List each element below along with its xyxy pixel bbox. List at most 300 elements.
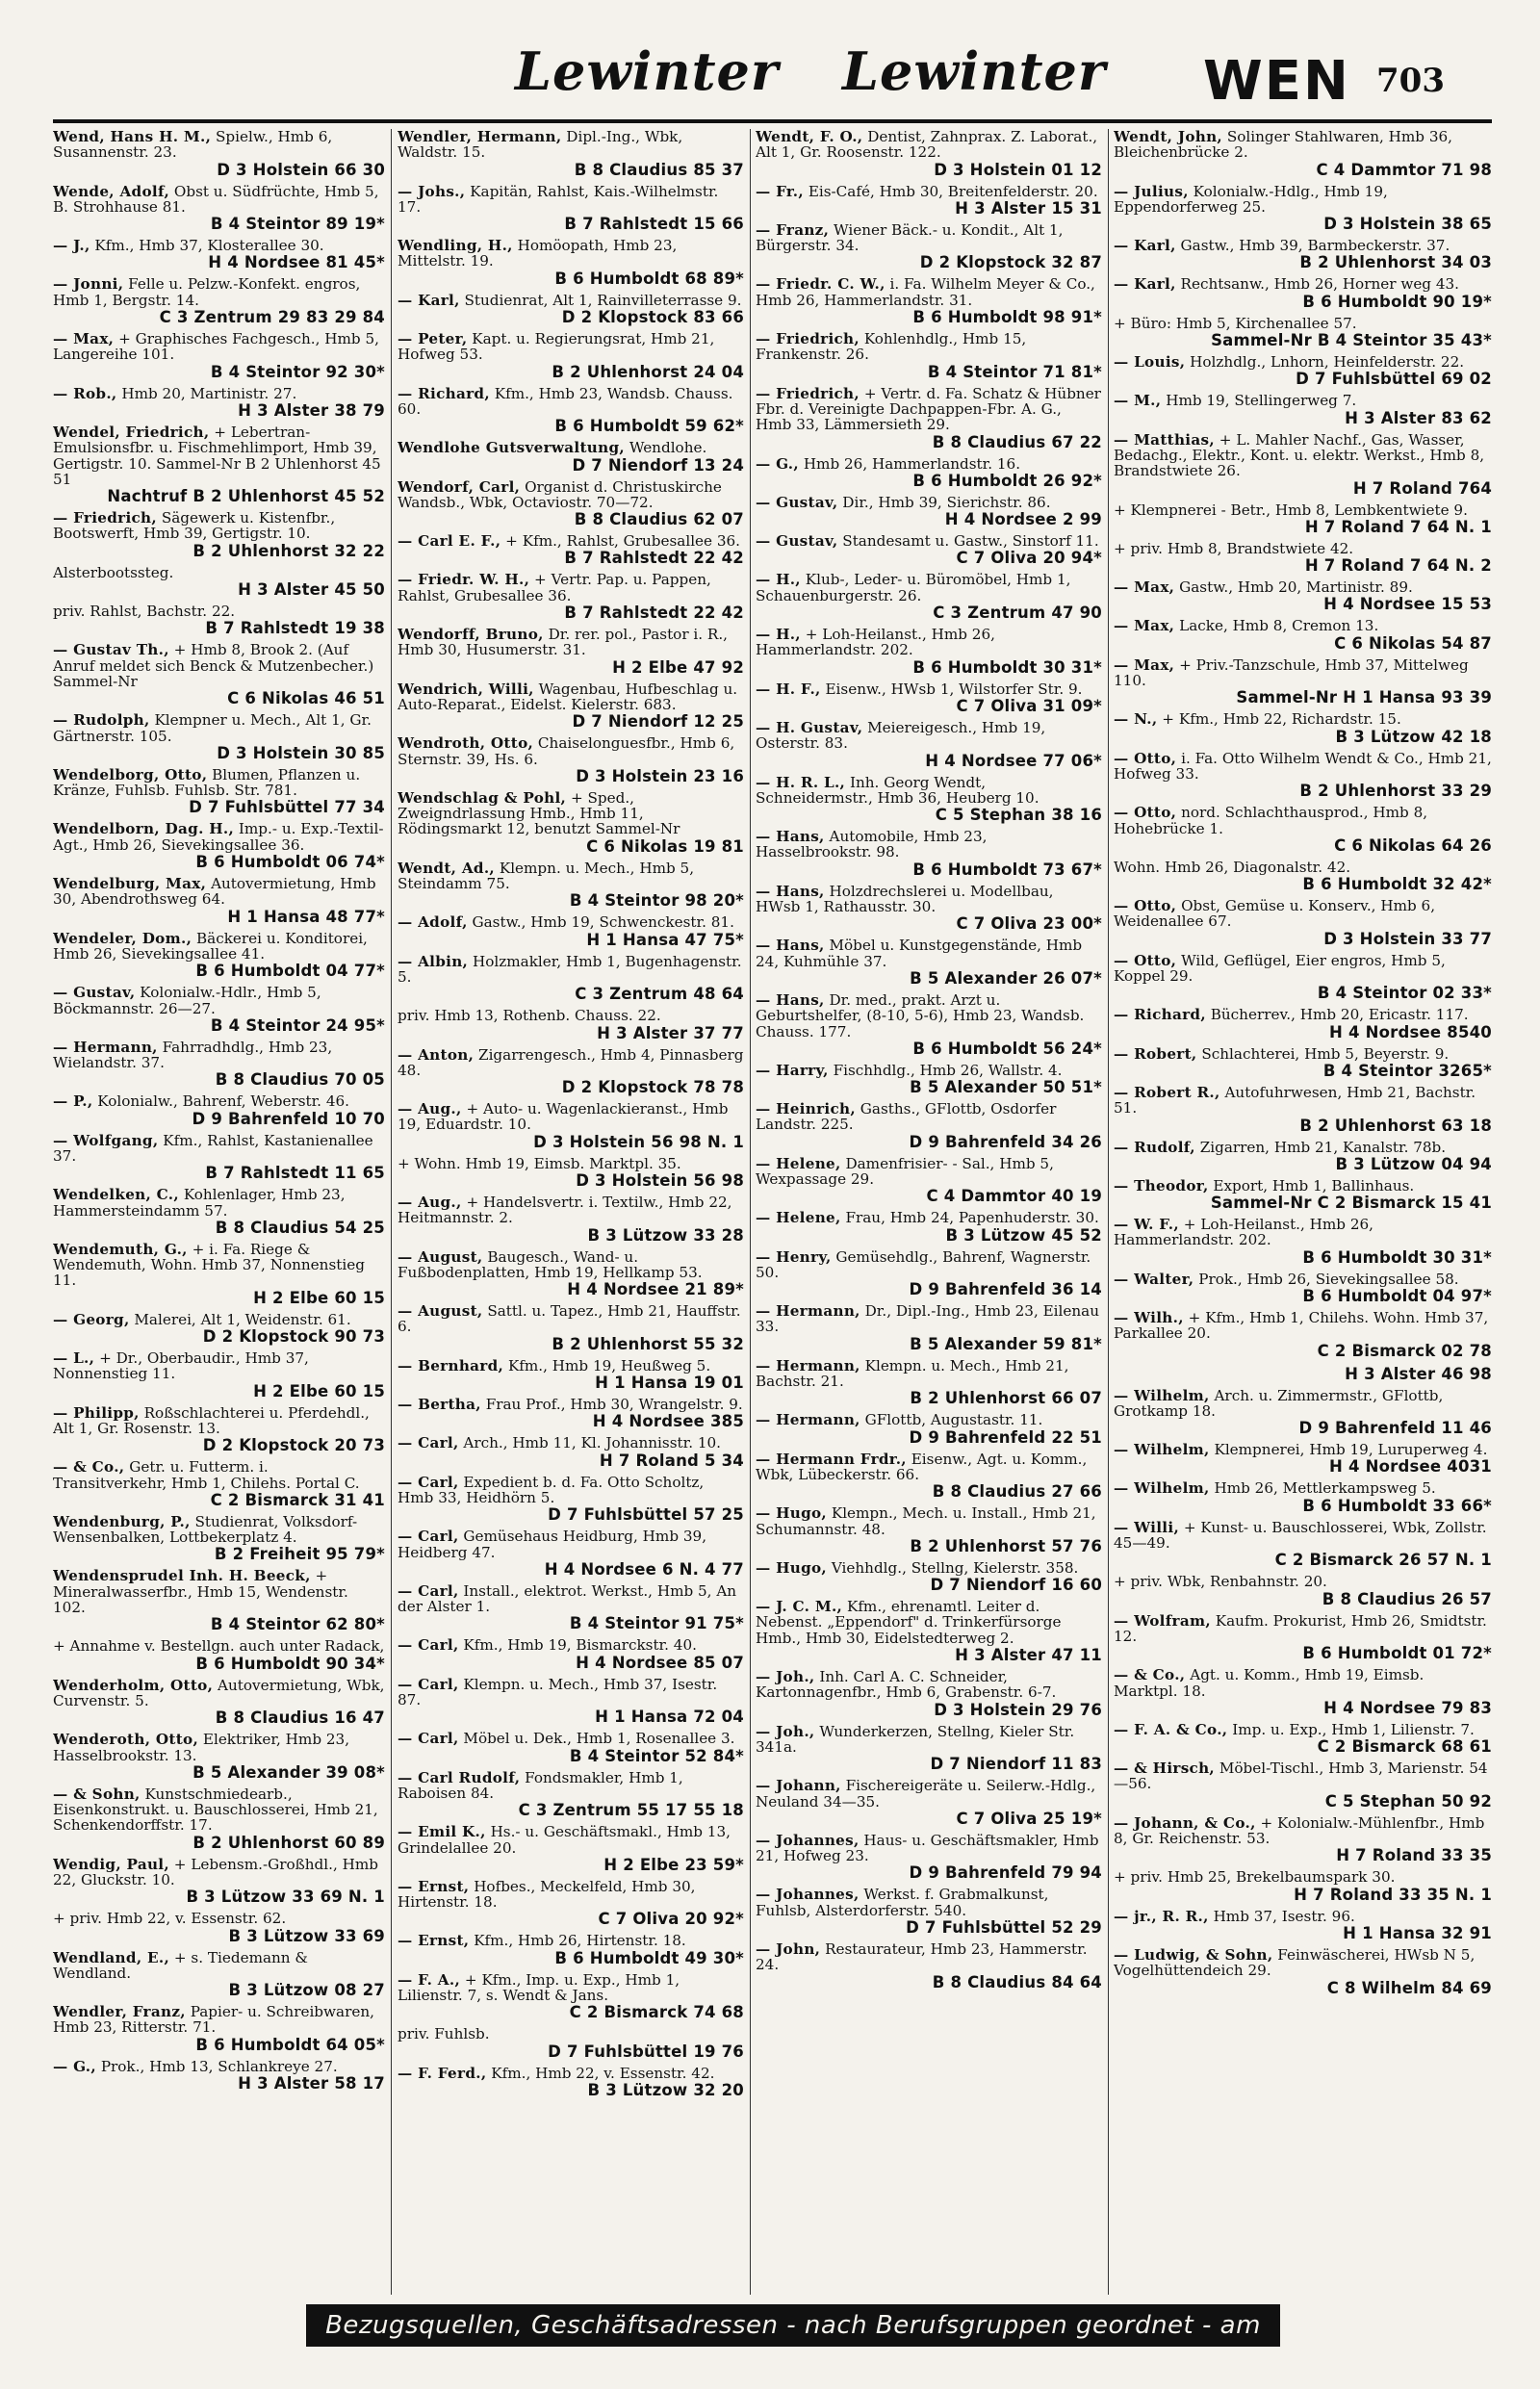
- header-logo-right: Lewinter: [842, 40, 1107, 102]
- entry-details: + Auto- u. Wagenlackieranst., Hmb 19, Eduardstr. 10.: [398, 1100, 729, 1134]
- entry-phone: D 3 Holstein 56 98 N. 1: [533, 1132, 744, 1151]
- entry-details: Klempn., Mech. u. Install., Hmb 21, Schumannstr. 48.: [756, 1504, 1096, 1538]
- entry-name: — H. Gustav,: [756, 718, 863, 736]
- entry-phone: D 2 Klopstock 90 73: [202, 1327, 385, 1347]
- header-logo-left: Lewinter: [515, 40, 780, 102]
- entry-phone: H 1 Hansa 19 01: [595, 1374, 744, 1393]
- entry-details: Blumen, Pflanzen u. Kränze, Fuhlsb. Fuhlsb. Str. 781.: [53, 765, 361, 800]
- entry-details: + Kunst- u. Bauschlosserei, Wbk, Zollstr. 45—49.: [1114, 1518, 1487, 1553]
- directory-entry: [1114, 751, 1492, 801]
- directory-column-4: [1114, 129, 1492, 2295]
- entry-phone: B 7 Rahlstedt 19 38: [205, 619, 385, 638]
- entry-name: — G.,: [756, 454, 799, 473]
- directory-entry: [53, 386, 385, 420]
- entry-name: Wendler, Franz,: [53, 2003, 186, 2021]
- directory-entry: [756, 1724, 1102, 1774]
- directory-entry: [53, 821, 385, 871]
- directory-entry: [398, 1358, 744, 1392]
- entry-phone: H 4 Nordsee 81 45*: [208, 253, 385, 272]
- entry-details: priv. Rahlst, Bachstr. 22.: [53, 603, 236, 621]
- entry-name: — Matthias,: [1114, 430, 1215, 449]
- entry-phone: H 1 Hansa 48 77*: [227, 907, 385, 926]
- entry-phone: C 6 Nikolas 46 51: [227, 689, 385, 708]
- entry-phone: B 6 Humboldt 33 66*: [1302, 1496, 1492, 1515]
- column-divider: [1108, 129, 1109, 2295]
- entry-phone: H 4 Nordsee 77 06*: [925, 751, 1102, 770]
- entry-details: Holzdrechslerei u. Modellbau, HWsb 1, Rathausstr. 30.: [756, 882, 1054, 916]
- entry-name: — & Co.,: [1114, 1666, 1186, 1684]
- directory-entry: [1114, 1480, 1492, 1514]
- directory-entry: [1114, 354, 1492, 388]
- directory-entry: [53, 2004, 385, 2054]
- entry-details: Kfm., Hmb 19, Heußweg 5.: [507, 1356, 711, 1374]
- directory-entry: [756, 386, 1102, 451]
- entry-name: — Richard,: [1114, 1006, 1206, 1024]
- entry-details: Kunstschmiedearb., Eisenkonstrukt. u. Bauschlosserei, Hmb 21, Schenkendorffstr. 17.: [53, 1785, 378, 1835]
- directory-entry: [53, 1312, 385, 1346]
- directory-entry: [1114, 1085, 1492, 1135]
- entry-details: + Kfm., Hmb 1, Chilehs. Wohn. Hmb 37, Parkallee 20.: [1114, 1308, 1489, 1343]
- entry-phone: B 4 Steintor 71 81*: [927, 362, 1102, 381]
- entry-phone: B 8 Claudius 54 25: [215, 1218, 385, 1237]
- directory-entry: [53, 1786, 385, 1852]
- entry-phone: H 7 Roland 7 64 N. 2: [1304, 556, 1492, 576]
- entry-details: + Kolonialw.-Mühlenfbr., Hmb 8, Gr. Reichenstr. 53.: [1114, 1813, 1485, 1848]
- directory-entry: [756, 495, 1102, 528]
- entry-details: + Vertr. Pap. u. Pappen, Rahlst, Grubesallee 36.: [398, 571, 711, 604]
- entry-name: — Louis,: [1114, 353, 1186, 372]
- entry-details: Möbel u. Kunstgegenstände, Hmb 24, Kuhmühle 37.: [756, 937, 1083, 970]
- entry-details: Kapitän, Rahlst, Kais.-Wilhelmstr. 17.: [398, 182, 719, 216]
- directory-entry: [53, 1732, 385, 1782]
- entry-phone: H 4 Nordsee 15 53: [1323, 595, 1492, 614]
- directory-entry: [1114, 1722, 1492, 1756]
- entry-phone: D 7 Fuhlsbüttel 57 25: [548, 1505, 744, 1525]
- entry-phone: C 7 Oliva 23 00*: [956, 914, 1102, 934]
- directory-entry: [398, 1731, 744, 1764]
- directory-entry: [398, 861, 744, 911]
- entry-name: Wendeler, Dom.,: [53, 929, 192, 947]
- entry-details: Install., elektrot. Werkst., Hmb 5, An der Alster 1.: [398, 1581, 737, 1616]
- entry-name: Wenderoth, Otto,: [53, 1731, 199, 1749]
- directory-entry: [53, 1514, 385, 1564]
- entry-name: — Hermann,: [53, 1038, 158, 1056]
- entry-phone: Sammel-Nr C 2 Bismarck 15 41: [1210, 1194, 1492, 1213]
- entry-details: + Lebensm.-Großhdl., Hmb 22, Gluckstr. 10.: [53, 1855, 378, 1888]
- directory-entry: [53, 238, 385, 271]
- entry-phone: C 5 Stephan 38 16: [935, 806, 1102, 825]
- entry-details: Studienrat, Alt 1, Rainvilleterrasse 9.: [464, 291, 742, 309]
- entry-phone: H 3 Alster 46 98: [1345, 1364, 1492, 1383]
- entry-phone: B 6 Humboldt 98 91*: [912, 308, 1102, 327]
- entry-phone: D 7 Fuhlsbüttel 52 29: [906, 1918, 1102, 1937]
- entry-details: Kfm., Rahlst, Kastanienallee 37.: [53, 1131, 373, 1165]
- directory-entry: [1114, 316, 1492, 349]
- directory-entry: [53, 1638, 385, 1672]
- directory-entry: [398, 293, 744, 326]
- entry-name: Wendelburg, Max,: [53, 875, 207, 893]
- directory-entry: [53, 1405, 385, 1455]
- entry-phone: D 3 Holstein 33 77: [1323, 929, 1492, 948]
- entry-phone: C 2 Bismarck 68 61: [1317, 1737, 1492, 1757]
- entry-details: Export, Hmb 1, Ballinhaus.: [1213, 1176, 1415, 1194]
- directory-entry: [53, 1133, 385, 1183]
- entry-details: Autovermietung, Wbk, Curvenstr. 5.: [53, 1676, 385, 1709]
- entry-phone: D 9 Bahrenfeld 34 26: [909, 1132, 1102, 1151]
- entry-phone: B 2 Uhlenhorst 24 04: [552, 362, 744, 381]
- entry-phone: H 2 Elbe 60 15: [253, 1288, 385, 1307]
- entry-details: Dentist, Zahnprax. Z. Laborat., Alt 1, Gr. Roosenstr. 122.: [756, 129, 1098, 162]
- directory-entry: [1114, 541, 1492, 575]
- entry-phone: H 4 Nordsee 6 N. 4 77: [544, 1559, 744, 1579]
- directory-entry: [1114, 1388, 1492, 1438]
- entry-name: — Ernst,: [398, 1932, 470, 1950]
- entry-name: — Max,: [1114, 578, 1175, 597]
- entry-details: Standesamt u. Gastw., Sinstorf 11.: [842, 532, 1099, 551]
- directory-entry: [1114, 276, 1492, 310]
- entry-phone: C 2 Bismarck 31 41: [210, 1490, 385, 1509]
- entry-details: Sägewerk u. Kistenfbr., Bootswerft, Hmb 39, Gertigstr. 10.: [53, 509, 336, 543]
- entry-name: — Wilhelm,: [1114, 1386, 1210, 1404]
- entry-phone: B 6 Humboldt 30 31*: [912, 657, 1102, 677]
- entry-name: Wendemuth, G.,: [53, 1240, 188, 1258]
- entry-details: Dir., Hmb 39, Sierichstr. 86.: [842, 493, 1051, 511]
- directory-entry: [1114, 1520, 1492, 1570]
- page-title: WEN: [1203, 50, 1350, 113]
- directory-entry: [398, 1824, 744, 1874]
- entry-phone: B 8 Claudius 84 64: [932, 1972, 1102, 1991]
- directory-entry: [756, 1303, 1102, 1353]
- entry-name: — Johs.,: [398, 182, 466, 200]
- entry-phone: H 7 Roland 7 64 N. 1: [1304, 517, 1492, 536]
- directory-entry: [53, 1911, 385, 1944]
- entry-name: Wend, Hans H. M.,: [53, 129, 212, 145]
- entry-phone: B 3 Lützow 08 27: [228, 1981, 385, 2000]
- entry-details: Kaufm. Prokurist, Hmb 26, Smidtstr. 12.: [1114, 1611, 1487, 1645]
- entry-name: — Heinrich,: [756, 1100, 856, 1118]
- entry-details: Gemüsehaus Heidburg, Hmb 39, Heidberg 47.: [398, 1528, 707, 1561]
- entry-phone: D 9 Bahrenfeld 79 94: [909, 1863, 1102, 1883]
- entry-phone: B 2 Freiheit 95 79*: [214, 1545, 385, 1564]
- directory-entry: [756, 1156, 1102, 1206]
- entry-details: Kolonialw., Bahrenf, Weberstr. 46.: [97, 1092, 349, 1111]
- entry-phone: D 9 Bahrenfeld 10 70: [192, 1109, 385, 1128]
- directory-entry: [398, 681, 744, 732]
- directory-entry: [1114, 393, 1492, 426]
- directory-entry: [756, 1412, 1102, 1446]
- entry-name: — Bertha,: [398, 1396, 481, 1414]
- entry-details: Kfm., ehrenamtl. Leiter d. Nebenst. „Eppendorf" d. Trinkerfürsorge Hmb., Hmb 30, Eidelstedterweg 2.: [756, 1598, 1062, 1647]
- directory-entry: [756, 720, 1102, 770]
- entry-name: — Aug.,: [398, 1193, 462, 1211]
- entry-phone: H 3 Alster 37 77: [597, 1023, 744, 1042]
- entry-details: Kfm., Hmb 22, v. Essenstr. 42.: [491, 2064, 715, 2082]
- entry-phone: B 8 Claudius 16 47: [215, 1708, 385, 1728]
- directory-entry: [53, 767, 385, 817]
- entry-phone: B 4 Steintor 24 95*: [210, 1015, 385, 1035]
- entry-details: + Annahme v. Bestellgn. auch unter Radack,: [53, 1637, 385, 1656]
- directory-entry: [756, 681, 1102, 715]
- directory-entry: [53, 1568, 385, 1633]
- entry-phone: C 7 Oliva 20 94*: [956, 549, 1102, 568]
- entry-phone: H 4 Nordsee 21 89*: [567, 1280, 744, 1299]
- entry-details: nord. Schlachthausprod., Hmb 8, Hohebrücke 1.: [1114, 804, 1428, 837]
- entry-details: Klempn. u. Mech., Hmb 21, Bachstr. 21.: [756, 1356, 1069, 1391]
- entry-details: Wunderkerzen, Stellng, Kieler Str. 341a.: [756, 1722, 1075, 1756]
- directory-entry: [398, 954, 744, 1004]
- entry-name: — Otto,: [1114, 804, 1177, 822]
- entry-details: GFlottb, Augustastr. 11.: [864, 1411, 1043, 1429]
- entry-name: Wendland, E.,: [53, 1948, 170, 1966]
- entry-phone: D 3 Holstein 29 76: [934, 1700, 1102, 1719]
- entry-phone: D 2 Klopstock 83 66: [561, 308, 744, 327]
- entry-details: Möbel-Tischl., Hmb 3, Marienstr. 54—56.: [1114, 1760, 1488, 1793]
- entry-details: + Lebertran-Emulsionsfbr. u. Fischmehlimport, Hmb 39, Gertigstr. 10. Sammel-Nr B 2 Uhlenhorst 45 51: [53, 423, 381, 488]
- entry-phone: D 7 Fuhlsbüttel 69 02: [1296, 370, 1492, 389]
- directory-entry: [756, 1941, 1102, 1991]
- directory-entry: [53, 1459, 385, 1509]
- entry-details: Kfm., Hmb 23, Wandsb. Chauss. 60.: [398, 384, 733, 418]
- directory-column-1: [53, 129, 385, 2295]
- entry-details: Restaurateur, Hmb 23, Hammerstr. 24.: [756, 1940, 1088, 1974]
- entry-name: — Friedr. C. W.,: [756, 275, 886, 294]
- entry-name: — & Hirsch,: [1114, 1760, 1216, 1778]
- entry-details: Autovermietung, Hmb 30, Abendrothsweg 64.: [53, 875, 376, 909]
- entry-phone: H 1 Hansa 32 91: [1343, 1923, 1492, 1942]
- entry-phone: B 7 Rahlstedt 15 66: [564, 215, 744, 234]
- entry-name: — Albin,: [398, 952, 469, 970]
- directory-entry: [1114, 1217, 1492, 1267]
- entry-phone: D 7 Fuhlsbüttel 77 34: [189, 798, 385, 817]
- entry-details: Klempnerei, Hmb 19, Luruperweg 4.: [1214, 1441, 1488, 1459]
- entry-phone: Sammel-Nr B 4 Steintor 35 43*: [1211, 331, 1492, 350]
- directory-entry: [1114, 1869, 1492, 1903]
- entry-name: Wendroth, Otto,: [398, 734, 534, 753]
- entry-name: Wendorff, Bruno,: [398, 626, 544, 644]
- entry-name: Wende, Adolf,: [53, 182, 170, 200]
- entry-phone: B 4 Steintor 62 80*: [210, 1615, 385, 1634]
- entry-phone: B 6 Humboldt 04 77*: [195, 962, 385, 981]
- directory-entry: [53, 1950, 385, 2000]
- entry-name: — Hans,: [756, 990, 825, 1009]
- entry-name: Wendelborn, Dag. H.,: [53, 820, 235, 838]
- directory-entry: [756, 1887, 1102, 1937]
- entry-phone: B 6 Humboldt 59 62*: [554, 417, 744, 436]
- entry-name: — Rob.,: [53, 384, 117, 402]
- entry-details: Hmb 26, Mettlerkampsweg 5.: [1214, 1479, 1436, 1498]
- entry-details: Wiener Bäck.- u. Kondit., Alt 1, Bürgerstr. 34.: [756, 220, 1064, 255]
- entry-details: Sattl. u. Tapez., Hmb 21, Hauffstr. 6.: [398, 1302, 741, 1336]
- entry-details: Dr. med., prakt. Arzt u. Geburtshelfer, (8-10, 5-6), Hmb 23, Wandsb. Chauss. 177.: [756, 990, 1085, 1040]
- entry-phone: C 8 Wilhelm 84 69: [1326, 1978, 1492, 1997]
- entry-details: Wendlohe.: [629, 439, 707, 457]
- directory-entry: [398, 572, 744, 622]
- entry-phone: B 8 Claudius 67 22: [932, 432, 1102, 451]
- entry-details: Hmb 19, Stellingerweg 7.: [1166, 392, 1357, 410]
- entry-name: — Hugo,: [756, 1504, 828, 1523]
- entry-name: — Otto,: [1114, 951, 1177, 969]
- entry-name: Wendling, H.,: [398, 237, 513, 255]
- entry-details: Homöopath, Hmb 23, Mittelstr. 19.: [398, 237, 678, 270]
- entry-name: — Friedrich,: [756, 330, 860, 348]
- entry-phone: B 6 Humboldt 56 24*: [912, 1039, 1102, 1058]
- directory-entry: [398, 1101, 744, 1151]
- entry-phone: B 3 Lützow 42 18: [1335, 727, 1492, 746]
- directory-entry: [1114, 618, 1492, 652]
- directory-entry: [398, 479, 744, 529]
- entry-name: — Friedr. W. H.,: [398, 571, 530, 589]
- entry-name: Wendt, Ad.,: [398, 859, 496, 877]
- entry-details: Expedient b. d. Fa. Otto Scholtz, Hmb 33, Heidhörn 5.: [398, 1473, 705, 1506]
- entry-name: — Gustav,: [53, 984, 136, 1002]
- entry-name: — P.,: [53, 1092, 93, 1111]
- entry-details: Hs.- u. Geschäftsmakl., Hmb 13, Grindelallee 20.: [398, 1823, 731, 1857]
- entry-name: — Ludwig, & Sohn,: [1114, 1945, 1273, 1964]
- entry-phone: B 7 Rahlstedt 11 65: [205, 1164, 385, 1183]
- entry-details: Meiereigesch., Hmb 19, Osterstr. 83.: [756, 718, 1046, 753]
- entry-name: Wendrich, Willi,: [398, 680, 534, 698]
- entry-details: Papier- u. Schreibwaren, Hmb 23, Ritterstr. 71.: [53, 2003, 374, 2037]
- directory-entry: [756, 331, 1102, 381]
- entry-name: — Anton,: [398, 1045, 475, 1064]
- entry-name: Wendensprudel Inh. H. Beeck,: [53, 1567, 311, 1585]
- directory-entry: [756, 1249, 1102, 1299]
- entry-details: Inh. Carl A. C. Schneider, Kartonnagenfbr., Hmb 6, Grabenstr. 6-7.: [756, 1668, 1057, 1702]
- entry-name: — Rudolf,: [1114, 1138, 1195, 1156]
- entry-details: Kfm., Hmb 26, Hirtenstr. 18.: [474, 1932, 686, 1950]
- entry-phone: B 3 Lützow 04 94: [1335, 1154, 1492, 1173]
- entry-details: + Graphisches Fachgesch., Hmb 5, Langereihe 101.: [53, 330, 379, 364]
- entry-phone: D 3 Holstein 56 98: [576, 1170, 744, 1190]
- directory-entry: [1114, 1613, 1492, 1663]
- entry-details: Kohlenhdlg., Hmb 15, Frankenstr. 26.: [756, 330, 1027, 364]
- entry-name: Wendschlag & Pohl,: [398, 788, 567, 807]
- entry-details: Gasths., GFlottb, Osdorfer Landstr. 225.: [756, 1100, 1057, 1134]
- directory-entry: [398, 2066, 744, 2099]
- entry-name: — Johannes,: [756, 1886, 860, 1904]
- entry-phone: B 4 Steintor 52 84*: [569, 1746, 744, 1765]
- directory-entry: [1114, 1442, 1492, 1476]
- entry-phone: B 6 Humboldt 06 74*: [195, 853, 385, 872]
- entry-details: Kfm., Hmb 19, Bismarckstr. 40.: [463, 1636, 697, 1655]
- entry-phone: B 7 Rahlstedt 22 42: [564, 604, 744, 623]
- entry-phone: B 2 Uhlenhorst 32 22: [192, 541, 385, 560]
- entry-phone: C 6 Nikolas 64 26: [1334, 835, 1492, 855]
- entry-name: Wendelborg, Otto,: [53, 765, 208, 783]
- directory-entry: [53, 276, 385, 326]
- entry-details: Zigarrengesch., Hmb 4, Pinnasberg 48.: [398, 1045, 744, 1079]
- entry-phone: C 2 Bismarck 74 68: [569, 2003, 744, 2022]
- directory-entry: [756, 222, 1102, 272]
- entry-name: — H.,: [756, 626, 801, 644]
- entry-phone: B 2 Uhlenhorst 55 32: [552, 1334, 744, 1353]
- entry-name: — John,: [756, 1940, 821, 1958]
- entry-name: — Gustav,: [756, 532, 838, 551]
- entry-details: Wagenbau, Hufbeschlag u. Auto-Reparat., Eidelst. Kielerstr. 683.: [398, 680, 738, 713]
- directory-entry: [53, 876, 385, 926]
- entry-details: Prok., Hmb 13, Schlankreye 27.: [100, 2057, 338, 2075]
- directory-entry: [53, 424, 385, 505]
- directory-entry: [1114, 860, 1492, 893]
- entry-name: — Wolfram,: [1114, 1611, 1211, 1630]
- entry-name: — & Sohn,: [53, 1785, 141, 1803]
- entry-details: Eisenw., Agt. u. Komm., Wbk, Lübeckerstr. 66.: [756, 1450, 1088, 1483]
- entry-phone: C 3 Zentrum 29 83 29 84: [159, 308, 385, 327]
- entry-phone: C 7 Oliva 20 92*: [598, 1910, 744, 1929]
- directory-entry: [398, 1637, 744, 1671]
- directory-entry: [1114, 1574, 1492, 1607]
- entry-phone: B 6 Humboldt 04 97*: [1302, 1286, 1492, 1305]
- entry-name: — Wilh.,: [1114, 1308, 1184, 1326]
- directory-entry: [1114, 1909, 1492, 1942]
- directory-entry: [398, 1008, 744, 1041]
- entry-details: Hofbes., Meckelfeld, Hmb 30, Hirtenstr. 18.: [398, 1877, 696, 1912]
- entry-details: Kapt. u. Regierungsrat, Hmb 21, Hofweg 53.: [398, 330, 715, 364]
- entry-name: — J. C. M.,: [756, 1598, 843, 1616]
- entry-details: Dr. rer. pol., Pastor i. R., Hmb 30, Husumerstr. 31.: [398, 626, 729, 659]
- directory-entry: [398, 1156, 744, 1190]
- entry-name: — Hermann,: [756, 1411, 860, 1429]
- entry-name: — Karl,: [398, 291, 460, 309]
- entry-details: Haus- u. Geschäftsmakler, Hmb 21, Hofweg 23.: [756, 1831, 1099, 1865]
- entry-name: Wendorf, Carl,: [398, 477, 521, 496]
- entry-phone: B 6 Humboldt 30 31*: [1302, 1247, 1492, 1267]
- directory-entry: [53, 565, 385, 599]
- directory-entry: [398, 1770, 744, 1820]
- entry-phone: H 3 Alster 38 79: [238, 400, 385, 420]
- entry-name: — Carl Rudolf,: [398, 1768, 521, 1786]
- entry-phone: D 3 Holstein 23 16: [576, 766, 744, 785]
- entry-phone: B 6 Humboldt 64 05*: [195, 2035, 385, 2054]
- entry-name: — N.,: [1114, 710, 1158, 729]
- entry-name: — Gustav,: [756, 493, 838, 511]
- entry-details: + i. Fa. Riege & Wendemuth, Wohn. Hmb 37, Nonnenstieg 11.: [53, 1240, 365, 1290]
- entry-details: + Kfm., Hmb 22, Richardstr. 15.: [1162, 710, 1401, 729]
- entry-phone: H 3 Alster 58 17: [238, 2074, 385, 2094]
- directory-entry: [1114, 129, 1492, 179]
- entry-name: — Johann, & Co.,: [1114, 1813, 1256, 1832]
- directory-entry: [1114, 184, 1492, 234]
- entry-details: + Handelsvertr. i. Textilw., Hmb 22, Heitmannstr. 2.: [398, 1193, 732, 1227]
- entry-phone: B 5 Alexander 50 51*: [910, 1078, 1102, 1097]
- entry-name: — Otto,: [1114, 749, 1177, 767]
- entry-details: Lacke, Hmb 8, Cremon 13.: [1179, 617, 1379, 635]
- entry-details: + Kfm., Imp. u. Exp., Hmb 1, Lilienstr. 7, s. Wendt & Jans.: [398, 1970, 680, 2004]
- entry-phone: H 7 Roland 764: [1352, 478, 1492, 498]
- directory-entry: [1114, 1140, 1492, 1173]
- entry-name: — jr., R. R.,: [1114, 1907, 1209, 1925]
- entry-name: — Emil K.,: [398, 1823, 486, 1841]
- entry-phone: B 8 Claudius 62 07: [574, 510, 744, 529]
- entry-details: Agt. u. Komm., Hmb 19, Eimsb. Marktpl. 18.: [1114, 1666, 1424, 1700]
- directory-entry: [53, 129, 385, 179]
- entry-name: — August,: [398, 1247, 483, 1266]
- entry-phone: B 5 Alexander 59 81*: [910, 1334, 1102, 1353]
- entry-details: Kolonialw.-Hdlg., Hmb 19, Eppendorferweg 25.: [1114, 182, 1388, 216]
- entry-phone: B 4 Steintor 98 20*: [569, 891, 744, 911]
- directory-entry: [756, 129, 1102, 179]
- entry-details: Automobile, Hmb 23, Hasselbrookstr. 98.: [756, 828, 988, 861]
- entry-details: Hmb 26, Hammerlandstr. 16.: [803, 454, 1021, 473]
- entry-name: — Philipp,: [53, 1403, 140, 1422]
- entry-details: Imp. u. Exp., Hmb 1, Lilienstr. 7.: [1232, 1720, 1475, 1738]
- entry-phone: B 3 Lützow 33 28: [587, 1225, 744, 1245]
- entry-phone: B 6 Humboldt 90 19*: [1302, 292, 1492, 311]
- entry-details: Dipl.-Ing., Wbk, Waldstr. 15.: [398, 129, 683, 162]
- page-header: [0, 0, 1540, 116]
- entry-phone: D 2 Klopstock 78 78: [561, 1078, 744, 1097]
- entry-details: Arch. u. Zimmermstr., GFlottb, Grotkamp 18.: [1114, 1386, 1444, 1420]
